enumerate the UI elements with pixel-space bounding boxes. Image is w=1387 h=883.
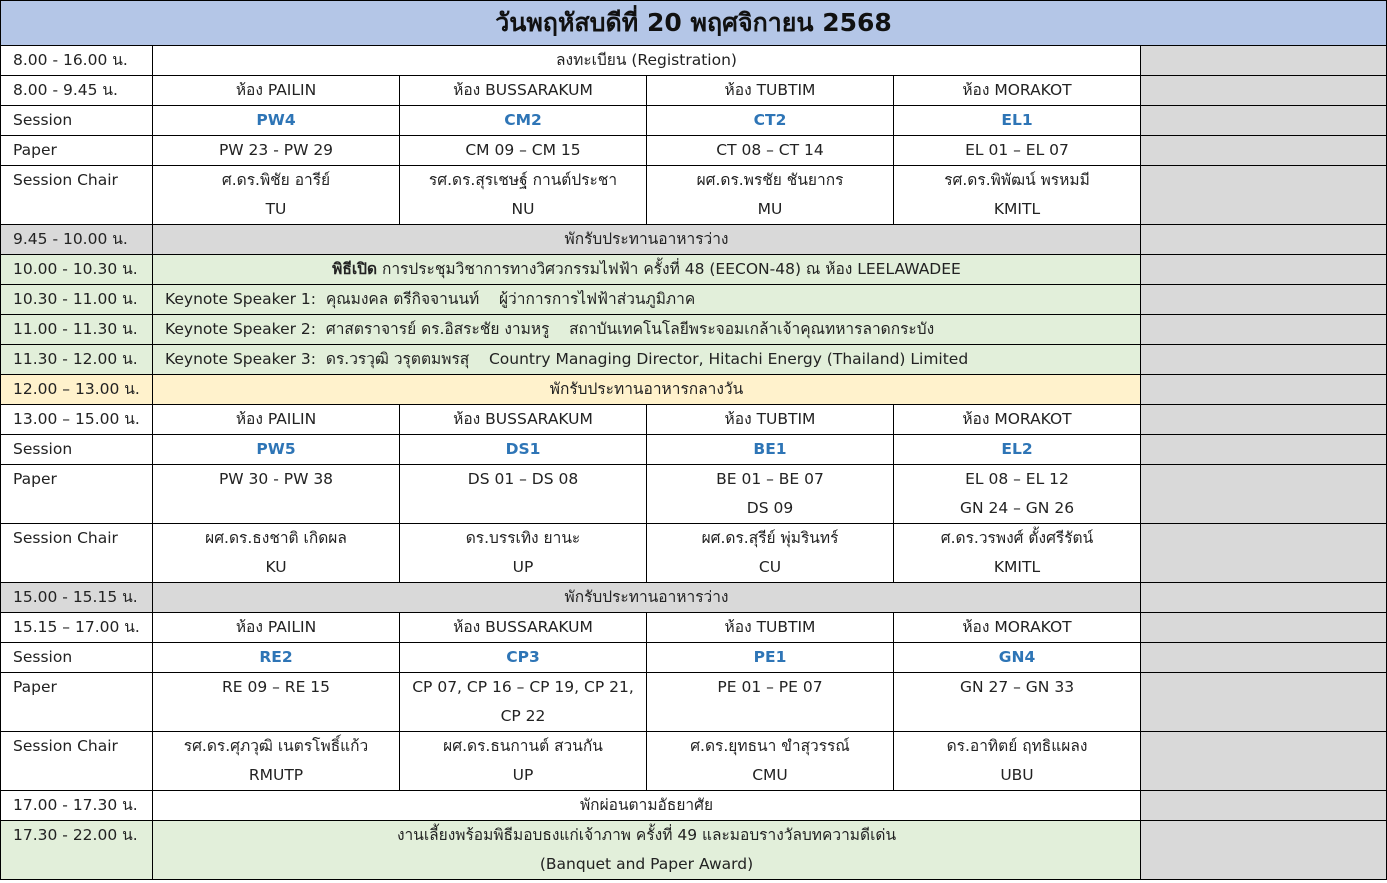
chair-name: รศ.ดร.พิพัฒน์ พรหมมี	[944, 171, 1090, 189]
paper-range-2: GN 24 – GN 26	[959, 499, 1075, 517]
time-cell: 13.00 – 15.00 น.	[1, 405, 153, 435]
side-cell	[1141, 76, 1387, 106]
side-cell	[1141, 643, 1387, 673]
time-cell: 17.00 - 17.30 น.	[1, 791, 153, 821]
paper-range: CT 08 – CT 14	[647, 136, 894, 166]
keynote-text	[153, 285, 1141, 315]
paper-range: PE 01 – PE 07	[717, 678, 823, 696]
rooms-row	[1, 405, 1387, 435]
side-cell	[1141, 166, 1387, 225]
banquet-line-2: (Banquet and Paper Award)	[539, 855, 754, 873]
banquet-row	[1, 821, 1387, 880]
break-row	[1, 583, 1387, 613]
keynote-row	[1, 285, 1387, 315]
paper-cell	[400, 673, 647, 732]
chair-name: ดร.บรรเทิง ยานะ	[465, 529, 581, 547]
row-label: Session Chair	[1, 166, 153, 225]
time-cell: 11.00 - 11.30 น.	[1, 315, 153, 345]
chair-name: รศ.ดร.สุรเชษฐ์ กานต์ประชา	[428, 171, 618, 189]
chair-org: KU	[265, 558, 287, 576]
chair-name: ผศ.ดร.พรชัย ชันยากร	[696, 171, 844, 189]
paper-cell	[153, 465, 400, 524]
chair-row	[1, 732, 1387, 791]
banquet-line-1: งานเลี้ยงพร้อมพิธีมอบธงแก่เจ้าภาพ ครั้งที่ 49 และมอบรางวัลบทความดีเด่น	[396, 826, 897, 844]
keynote-desc: ดร.วรวุฒิ วรุตตมพรสุ Country Managing Director, Hitachi Energy (Thailand) Limited	[325, 350, 969, 368]
page-title: วันพฤหัสบดีที่ 20 พฤศจิกายน 2568	[1, 1, 1387, 46]
lunch-text: พักรับประทานอาหารกลางวัน	[153, 375, 1141, 405]
paper-row	[1, 673, 1387, 732]
chair-cell	[894, 166, 1141, 225]
keynote-row	[1, 345, 1387, 375]
time-cell: 11.30 - 12.00 น.	[1, 345, 153, 375]
room-tubtim: ห้อง TUBTIM	[647, 613, 894, 643]
paper-cell	[647, 465, 894, 524]
side-cell	[1141, 435, 1387, 465]
paper-range: EL 08 – EL 12	[965, 470, 1069, 488]
side-cell	[1141, 315, 1387, 345]
session-code: PE1	[647, 643, 894, 673]
rest-row	[1, 791, 1387, 821]
time-cell: 9.45 - 10.00 น.	[1, 225, 153, 255]
room-morakot: ห้อง MORAKOT	[894, 76, 1141, 106]
rest-text: พักผ่อนตามอัธยาศัย	[153, 791, 1141, 821]
room-pailin: ห้อง PAILIN	[153, 613, 400, 643]
chair-org: KMITL	[993, 558, 1041, 576]
time-cell: 15.15 – 17.00 น.	[1, 613, 153, 643]
opening-row	[1, 255, 1387, 285]
side-cell	[1141, 673, 1387, 732]
paper-range: PW 30 - PW 38	[218, 470, 334, 488]
paper-row	[1, 465, 1387, 524]
chair-cell	[647, 166, 894, 225]
paper-cell	[400, 465, 647, 524]
paper-cell	[647, 673, 894, 732]
room-bussarakum: ห้อง BUSSARAKUM	[400, 76, 647, 106]
chair-org: UBU	[1000, 766, 1034, 784]
chair-name: รศ.ดร.ศุภวุฒิ เนตรโพธิ์แก้ว	[183, 737, 369, 755]
time-cell: 8.00 - 9.45 น.	[1, 76, 153, 106]
time-cell: 8.00 - 16.00 น.	[1, 46, 153, 76]
row-label: Paper	[1, 673, 153, 732]
keynote-desc: คุณมงคล ตรีกิจจานนท์ ผู้ว่าการการไฟฟ้าส่วนภูมิภาค	[325, 290, 696, 308]
chair-name: ศ.ดร.พิชัย อารีย์	[221, 171, 331, 189]
chair-cell	[894, 732, 1141, 791]
session-row	[1, 643, 1387, 673]
paper-range: CM 09 – CM 15	[400, 136, 647, 166]
paper-cell	[894, 673, 1141, 732]
paper-row	[1, 136, 1387, 166]
row-label: Session	[1, 106, 153, 136]
time-cell: 10.00 - 10.30 น.	[1, 255, 153, 285]
side-cell	[1141, 345, 1387, 375]
opening-text	[153, 255, 1141, 285]
rooms-row	[1, 76, 1387, 106]
chair-org: CU	[758, 558, 782, 576]
session-code: PW5	[153, 435, 400, 465]
keynote-text	[153, 315, 1141, 345]
row-label: Paper	[1, 465, 153, 524]
keynote-label: Keynote Speaker 1:	[165, 290, 317, 308]
opening-bold: พิธีเปิด	[332, 260, 378, 278]
break-text: พักรับประทานอาหารว่าง	[153, 583, 1141, 613]
paper-range-2: CP 22	[500, 707, 546, 725]
chair-name: ดร.อาทิตย์ ฤทธิแผลง	[946, 737, 1088, 755]
keynote-desc: ศาสตราจารย์ ดร.อิสระชัย งามหรู สถาบันเทคโนโลยีพระจอมเกล้าเจ้าคุณทหารลาดกระบัง	[325, 320, 935, 338]
room-pailin: ห้อง PAILIN	[153, 76, 400, 106]
paper-range: GN 27 – GN 33	[959, 678, 1075, 696]
chair-org: TU	[265, 200, 287, 218]
time-cell: 10.30 - 11.00 น.	[1, 285, 153, 315]
side-cell	[1141, 285, 1387, 315]
chair-org: MU	[757, 200, 783, 218]
break-text: พักรับประทานอาหารว่าง	[153, 225, 1141, 255]
banquet-text	[153, 821, 1141, 880]
title-row	[1, 1, 1387, 46]
chair-org: CMU	[752, 766, 788, 784]
side-cell	[1141, 106, 1387, 136]
time-cell: 12.00 – 13.00 น.	[1, 375, 153, 405]
side-cell	[1141, 46, 1387, 76]
chair-cell	[647, 524, 894, 583]
chair-org: RMUTP	[248, 766, 304, 784]
side-cell	[1141, 465, 1387, 524]
chair-org: UP	[512, 558, 534, 576]
side-cell	[1141, 821, 1387, 880]
keynote-label: Keynote Speaker 3:	[165, 350, 317, 368]
session-code: CP3	[400, 643, 647, 673]
session-code: EL2	[894, 435, 1141, 465]
session-code: BE1	[647, 435, 894, 465]
chair-name: ศ.ดร.วรพงศ์ ตั้งศรีรัตน์	[940, 529, 1094, 547]
room-tubtim: ห้อง TUBTIM	[647, 76, 894, 106]
chair-cell	[153, 166, 400, 225]
side-cell	[1141, 136, 1387, 166]
chair-cell	[400, 166, 647, 225]
room-bussarakum: ห้อง BUSSARAKUM	[400, 613, 647, 643]
room-morakot: ห้อง MORAKOT	[894, 613, 1141, 643]
chair-name: ศ.ดร.ยุทธนา ขำสุวรรณ์	[690, 737, 850, 755]
registration-row	[1, 46, 1387, 76]
time-cell: 17.30 - 22.00 น.	[1, 821, 153, 880]
keynote-label: Keynote Speaker 2:	[165, 320, 317, 338]
rooms-row	[1, 613, 1387, 643]
session-code: PW4	[153, 106, 400, 136]
room-pailin: ห้อง PAILIN	[153, 405, 400, 435]
side-cell	[1141, 255, 1387, 285]
chair-cell	[400, 732, 647, 791]
side-cell	[1141, 225, 1387, 255]
row-label: Paper	[1, 136, 153, 166]
paper-range: CP 07, CP 16 – CP 19, CP 21,	[412, 678, 634, 696]
registration-text: ลงทะเบียน (Registration)	[153, 46, 1141, 76]
chair-cell	[647, 732, 894, 791]
paper-range: BE 01 – BE 07	[716, 470, 824, 488]
keynote-row	[1, 315, 1387, 345]
lunch-row	[1, 375, 1387, 405]
paper-range: PW 23 - PW 29	[153, 136, 400, 166]
session-code: CT2	[647, 106, 894, 136]
chair-name: ผศ.ดร.ธนกานต์ สวนกัน	[443, 737, 603, 755]
chair-row	[1, 166, 1387, 225]
side-cell	[1141, 405, 1387, 435]
row-label: Session Chair	[1, 524, 153, 583]
chair-name: ผศ.ดร.ธงชาติ เกิดผล	[205, 529, 347, 547]
room-tubtim: ห้อง TUBTIM	[647, 405, 894, 435]
side-cell	[1141, 583, 1387, 613]
chair-cell	[400, 524, 647, 583]
session-code: CM2	[400, 106, 647, 136]
paper-range: DS 01 – DS 08	[467, 470, 579, 488]
chair-org: UP	[512, 766, 534, 784]
side-cell	[1141, 524, 1387, 583]
break-row	[1, 225, 1387, 255]
session-code: DS1	[400, 435, 647, 465]
paper-cell	[153, 673, 400, 732]
session-code: EL1	[894, 106, 1141, 136]
paper-range: RE 09 – RE 15	[221, 678, 331, 696]
chair-cell	[153, 524, 400, 583]
keynote-text	[153, 345, 1141, 375]
session-row	[1, 106, 1387, 136]
session-code: RE2	[153, 643, 400, 673]
paper-cell	[894, 465, 1141, 524]
session-row	[1, 435, 1387, 465]
time-cell: 15.00 - 15.15 น.	[1, 583, 153, 613]
side-cell	[1141, 732, 1387, 791]
row-label: Session	[1, 643, 153, 673]
chair-name: ผศ.ดร.สุรีย์ พุ่มรินทร์	[701, 529, 839, 547]
side-cell	[1141, 375, 1387, 405]
side-cell	[1141, 613, 1387, 643]
row-label: Session	[1, 435, 153, 465]
paper-range-2: DS 09	[746, 499, 794, 517]
chair-row	[1, 524, 1387, 583]
row-label: Session Chair	[1, 732, 153, 791]
opening-desc: การประชุมวิชาการทางวิศวกรรมไฟฟ้า ครั้งที่ 48 (EECON-48) ณ ห้อง LEELAWADEE	[377, 260, 961, 278]
chair-org: NU	[511, 200, 535, 218]
chair-cell	[153, 732, 400, 791]
chair-cell	[894, 524, 1141, 583]
paper-range: EL 01 – EL 07	[894, 136, 1141, 166]
room-bussarakum: ห้อง BUSSARAKUM	[400, 405, 647, 435]
room-morakot: ห้อง MORAKOT	[894, 405, 1141, 435]
chair-org: KMITL	[993, 200, 1041, 218]
side-cell	[1141, 791, 1387, 821]
session-code: GN4	[894, 643, 1141, 673]
